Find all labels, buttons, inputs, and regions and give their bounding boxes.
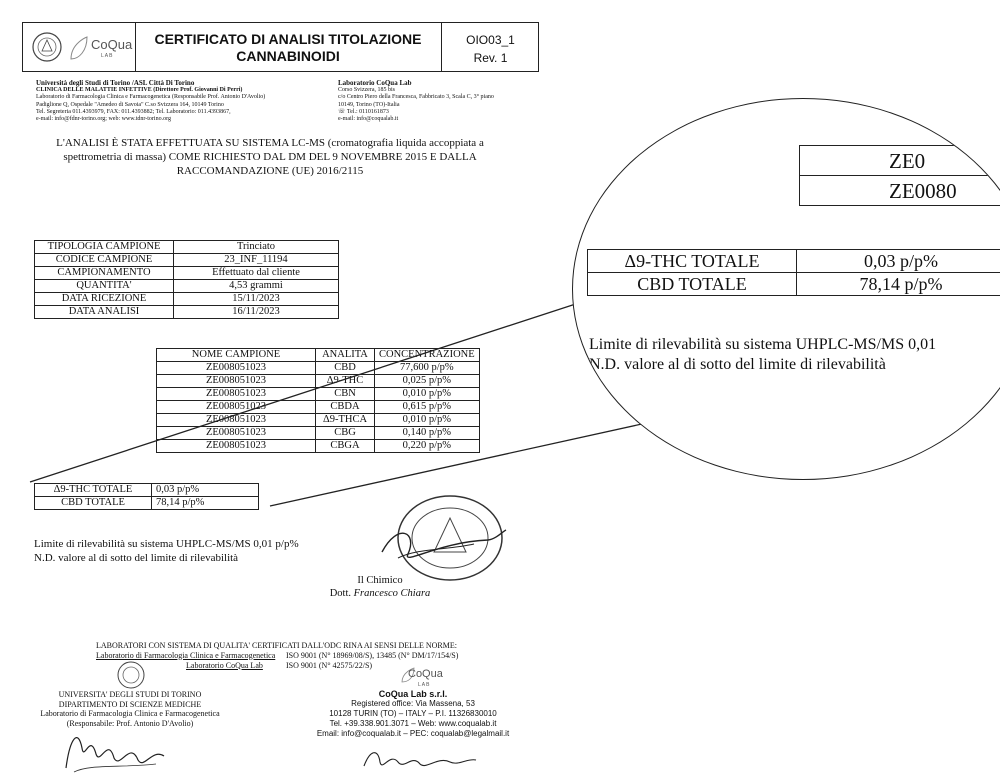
intro-line1: L'ANALISI È STATA EFFETTUATA SU SISTEMA LC-MS (cromatografia liquida accoppiata a: [56, 137, 484, 149]
sample-info-label: CODICE CAMPIONE: [35, 254, 174, 267]
chemist-name: Francesco Chiara: [353, 588, 431, 599]
zoom-sample-code-1: ZE0: [889, 149, 926, 173]
right-address-line1: Laboratorio CoQua Lab: [338, 79, 412, 87]
result-analyte: Δ9-THCA: [316, 414, 375, 427]
left-address-line5: Tel. Segreteria 011.4393979, FAX: 011.4393882; Tel. Laboratorio: 011.4393867,: [36, 108, 231, 115]
right-address-line2: Corso Svizzera, 185 bis: [338, 87, 395, 94]
sample-info-label: QUANTITA': [35, 280, 174, 293]
document-title-line1: CERTIFICATO DI ANALISI TITOLAZIONE: [154, 31, 422, 47]
results-header-concentration: CONCENTRAZIONE: [375, 349, 480, 362]
coqua-company-block: [298, 689, 528, 739]
zoom-cbd-value: 78,14 p/p%: [797, 273, 1000, 296]
cert-lab1: Laboratorio di Farmacologia Clinica e Farmacogenetica: [96, 650, 276, 660]
zoom-thc-label: Δ9-THC TOTALE: [588, 250, 797, 273]
chemist-signature-block: [320, 574, 440, 600]
sample-info-label: DATA ANALISI: [35, 306, 174, 319]
sample-info-value: Trinciato: [174, 241, 339, 254]
result-analyte: CBD: [316, 362, 375, 375]
result-analyte: CBDA: [316, 401, 375, 414]
result-sample-name: ZE008051023: [157, 440, 316, 453]
uni-line4: (Responsabile: Prof. Antonio D'Avolio): [66, 718, 194, 728]
left-address-line4: Padiglione Q, Ospedale "Amedeo di Savoia" C.so Svizzera 164, 10149 Torino: [36, 101, 224, 108]
right-address-line4: 10149, Torino (TO)-Italia: [338, 101, 400, 108]
sample-info-value: 23_INF_11194: [174, 254, 339, 267]
university-footer-seal-icon: [116, 660, 146, 690]
chemist-role: Il Chimico: [357, 575, 403, 586]
zoom-thc-value: 0,03 p/p%: [797, 250, 1000, 273]
coqua-logo-text: CoQua: [91, 37, 133, 52]
zoom-detection-limit-note: Limite di rilevabilità su sistema UHPLC-MS/MS 0,01: [589, 336, 937, 353]
result-sample-name: ZE008051023: [157, 427, 316, 440]
uni-line2: DIPARTIMENTO DI SCIENZE MEDICHE: [58, 699, 202, 709]
result-concentration: 0,010 p/p%: [375, 388, 480, 401]
result-concentration: 77,600 p/p%: [375, 362, 480, 375]
sample-info-value: 16/11/2023: [174, 306, 339, 319]
zoom-nd-note: N.D. valore al di sotto del limite di rilevabilità: [589, 356, 886, 373]
company-line4: Email: info@coqualab.it – PEC: coqualab@legalmail.it: [316, 729, 510, 738]
cert-lab1-iso: ISO 9001 (N° 18969/08/S), 13485 (N° DM/17/154/S): [286, 650, 459, 660]
sample-info-value: 15/11/2023: [174, 293, 339, 306]
coqua-footer-logo-sub: LAB: [418, 682, 431, 688]
zoom-notes: [589, 335, 936, 375]
sample-info-label: DATA RICEZIONE: [35, 293, 174, 306]
result-concentration: 0,220 p/p%: [375, 440, 480, 453]
result-analyte: CBN: [316, 388, 375, 401]
uni-line3: Laboratorio di Farmacologia Clinica e Farmacogenetica: [40, 709, 220, 718]
left-address-line1: Università degli Studi di Torino /ASL Città Di Torino: [36, 79, 195, 87]
intro-line3: RACCOMANDAZIONE (UE) 2016/2115: [176, 165, 364, 177]
total-value: 0,03 p/p%: [152, 484, 259, 497]
result-analyte: CBG: [316, 427, 375, 440]
document-code: OIO03_1: [466, 33, 515, 47]
result-analyte: Δ9-THC: [316, 375, 375, 388]
company-line2: 10128 TURIN (TO) – ITALY – P.I. 11326830010: [329, 709, 497, 718]
cert-lab2: Laboratorio CoQua Lab: [186, 660, 263, 670]
sample-info-value: Effettuato dal cliente: [174, 267, 339, 280]
result-concentration: 0,010 p/p%: [375, 414, 480, 427]
sample-info-value: 4,53 grammi: [174, 280, 339, 293]
result-sample-name: ZE008051023: [157, 375, 316, 388]
right-address-line3: c/o Centro Piero della Francesca, Fabbricato 3, Scala C, 3° piano: [338, 94, 494, 101]
company-signature-icon: [360, 740, 480, 776]
right-address-line5: ☏ Tel.: 0110161873: [338, 108, 389, 115]
result-concentration: 0,615 p/p%: [375, 401, 480, 414]
total-label: CBD TOTALE: [35, 497, 152, 510]
results-header-analyte: ANALITA: [316, 349, 375, 362]
result-concentration: 0,140 p/p%: [375, 427, 480, 440]
cert-title: LABORATORI CON SISTEMA DI QUALITA' CERTIFICATI DALL'ODC RINA AI SENSI DELLE NORME:: [96, 641, 457, 650]
uni-line1: UNIVERSITA' DEGLI STUDI DI TORINO: [58, 690, 202, 699]
zoom-totals-table: [587, 249, 1000, 296]
result-sample-name: ZE008051023: [157, 388, 316, 401]
result-sample-name: ZE008051023: [157, 362, 316, 375]
left-address-line2: CLINICA DELLE MALATTIE INFETTIVE (Direttore Prof. Giovanni Di Perri): [36, 87, 243, 94]
document-revision: Rev. 1: [473, 51, 508, 65]
sample-info-label: TIPOLOGIA CAMPIONE: [35, 241, 174, 254]
left-address-line6: e-mail: info@fdnr-torino.org; web: www.tdnr-torino.org: [36, 116, 171, 123]
company-line1: Registered office: Via Massena, 53: [351, 699, 475, 708]
result-concentration: 0,025 p/p%: [375, 375, 480, 388]
zoom-sample-code-2: ZE0080: [889, 179, 957, 203]
footer-certification: [96, 641, 516, 671]
cert-lines: [96, 651, 516, 671]
nd-note: N.D. valore al di sotto del limite di rilevabilità: [34, 552, 239, 564]
zoom-total-row: [588, 250, 1000, 273]
chemist-name-prefix: Dott.: [329, 588, 351, 599]
result-sample-name: ZE008051023: [157, 414, 316, 427]
intro-line2: spettrometria di massa) COME RICHIESTO DAL DM DEL 9 NOVEMBRE 2015 E DALLA: [63, 151, 477, 163]
cert-lab2-iso: ISO 9001 (N° 42575/22/S): [286, 660, 373, 670]
company-line3: Tel. +39.338.901.3071 – Web: www.coqualab.it: [329, 719, 497, 728]
responsabile-signature-icon: [60, 718, 170, 774]
company-name: CoQua Lab s.r.l.: [378, 689, 448, 699]
left-address-line3: Laboratorio di Farmacologia Clinica e Farmacogenetica (Responsabile Prof. Antonio D'Avolio): [36, 94, 266, 101]
result-analyte: CBGA: [316, 440, 375, 453]
result-sample-name: ZE008051023: [157, 401, 316, 414]
document-title-line2: CANNABINOIDI: [236, 48, 340, 64]
coqua-footer-logo: CoQua: [408, 668, 443, 680]
total-label: Δ9-THC TOTALE: [35, 484, 152, 497]
sample-info-label: CAMPIONAMENTO: [35, 267, 174, 280]
results-header-sample: NOME CAMPIONE: [157, 349, 316, 362]
zoom-cbd-label: CBD TOTALE: [588, 273, 797, 296]
chemist-name-line: [320, 587, 440, 600]
coqua-logo-sub: LAB: [101, 53, 114, 59]
detection-limit-note: Limite di rilevabilità su sistema UHPLC-MS/MS 0,01 p/p%: [34, 538, 299, 550]
total-value: 78,14 p/p%: [152, 497, 259, 510]
zoom-total-row: [588, 273, 1000, 296]
right-address-line6: e-mail: info@coqualab.it: [338, 116, 399, 123]
